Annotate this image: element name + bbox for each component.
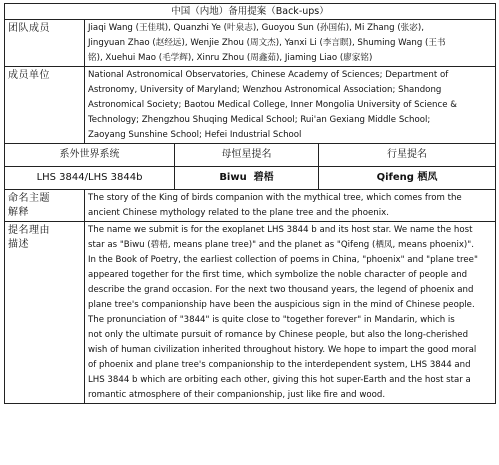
institution-line: Technology; Zhengzhou Shuqing Medical School; Rui'an Gexiang Middle School; [88, 115, 431, 125]
theme-line: ancient Chinese mythology related to the plane tree and the phoenix. [88, 208, 389, 218]
reason-line: star as "Biwu (碧梧, means plane tree)" and the planet as "Qifeng (栖凤, means phoenix)". [88, 240, 474, 250]
reason-line: appeared together for the first time, which symbolize the noble character of people and [88, 270, 468, 280]
institutions [85, 67, 496, 144]
reason-line: wish of human civilization inherited throughout history. We hope to impart the good moral [88, 345, 477, 355]
team-members [85, 20, 496, 67]
host-star-header: 母恒星提名 [175, 144, 319, 167]
planet-name: Qifeng 栖凤 [319, 167, 496, 190]
institutions-label: 成员单位 [5, 67, 85, 144]
planet-header: 行星提名 [319, 144, 496, 167]
theme-text [85, 190, 496, 222]
team-line: Jingyuan Zhao (赵经远), Wenjie Zhou (周文杰), Yanxi Li (李言瞑), Shuming Wang (王书 [88, 38, 446, 48]
reason-line: of phoenix and plane tree's companionship to the interdependent system, LHS 3844 and [88, 360, 471, 370]
reason-line: In the Book of Poetry, the earliest collection of poems in China, "phoenix" and "plane tree" [88, 255, 478, 265]
reason-line: plane tree's companionship have been the auspicious sign in the mind of Chinese people. [88, 300, 475, 310]
system-header: 系外世界系统 [5, 144, 175, 167]
proposal-table [4, 3, 496, 404]
team-line: Jiaqi Wang (王佳琪), Quanzhi Ye (叶泉志), Guoyou Sun (孙国佑), Mi Zhang (张宓), [88, 23, 424, 33]
institution-line: National Astronomical Observatories, Chinese Academy of Sciences; Department of [88, 70, 449, 80]
reason-line: The name we submit is for the exoplanet LHS 3844 b and its host star. We name the host [88, 225, 473, 235]
reason-line: LHS 3844 b which are orbiting each other, giving this hot super-Earth and the host star a [88, 375, 471, 385]
host-star-name: Biwu 碧梧 [175, 167, 319, 190]
institution-line: Astronomy, University of Maryland; Wenzhou Astronomical Association; Shandong [88, 85, 442, 95]
reason-line: not only the ultimate pursuit of romance by Chinese people, but also the long-cherished [88, 330, 469, 340]
reason-line: romantic atmosphere of their companionship, just like fire and wood. [88, 390, 386, 400]
reason-line: The pronunciation of "3844" is quite close to "together forever" in Mandarin, which is [88, 315, 455, 325]
system-name: LHS 3844/LHS 3844b [5, 167, 175, 190]
document-title: 中国（内地）备用提案（Back-ups） [5, 4, 496, 20]
institution-line: Zaoyang Sunshine School; Hefei Industrial School [88, 130, 302, 140]
theme-line: The story of the King of birds companion with the mythical tree, which comes from the [88, 193, 462, 203]
team-line: 铭), Xuehui Mao (毛学辉), Xinru Zhou (周鑫茹), Jiaming Liao (廖家铭) [88, 53, 373, 63]
team-label: 团队成员 [5, 20, 85, 67]
reason-line: describe the grand occasion. For the next two thousand years, the legend of phoenix and [88, 285, 474, 295]
reason-label: 提名理由 描述 [5, 222, 85, 404]
institution-line: Astronomical Society; Baotou Medical College, Inner Mongolia University of Science & [88, 100, 457, 110]
reason-text [85, 222, 496, 404]
theme-label: 命名主题 解释 [5, 190, 85, 222]
